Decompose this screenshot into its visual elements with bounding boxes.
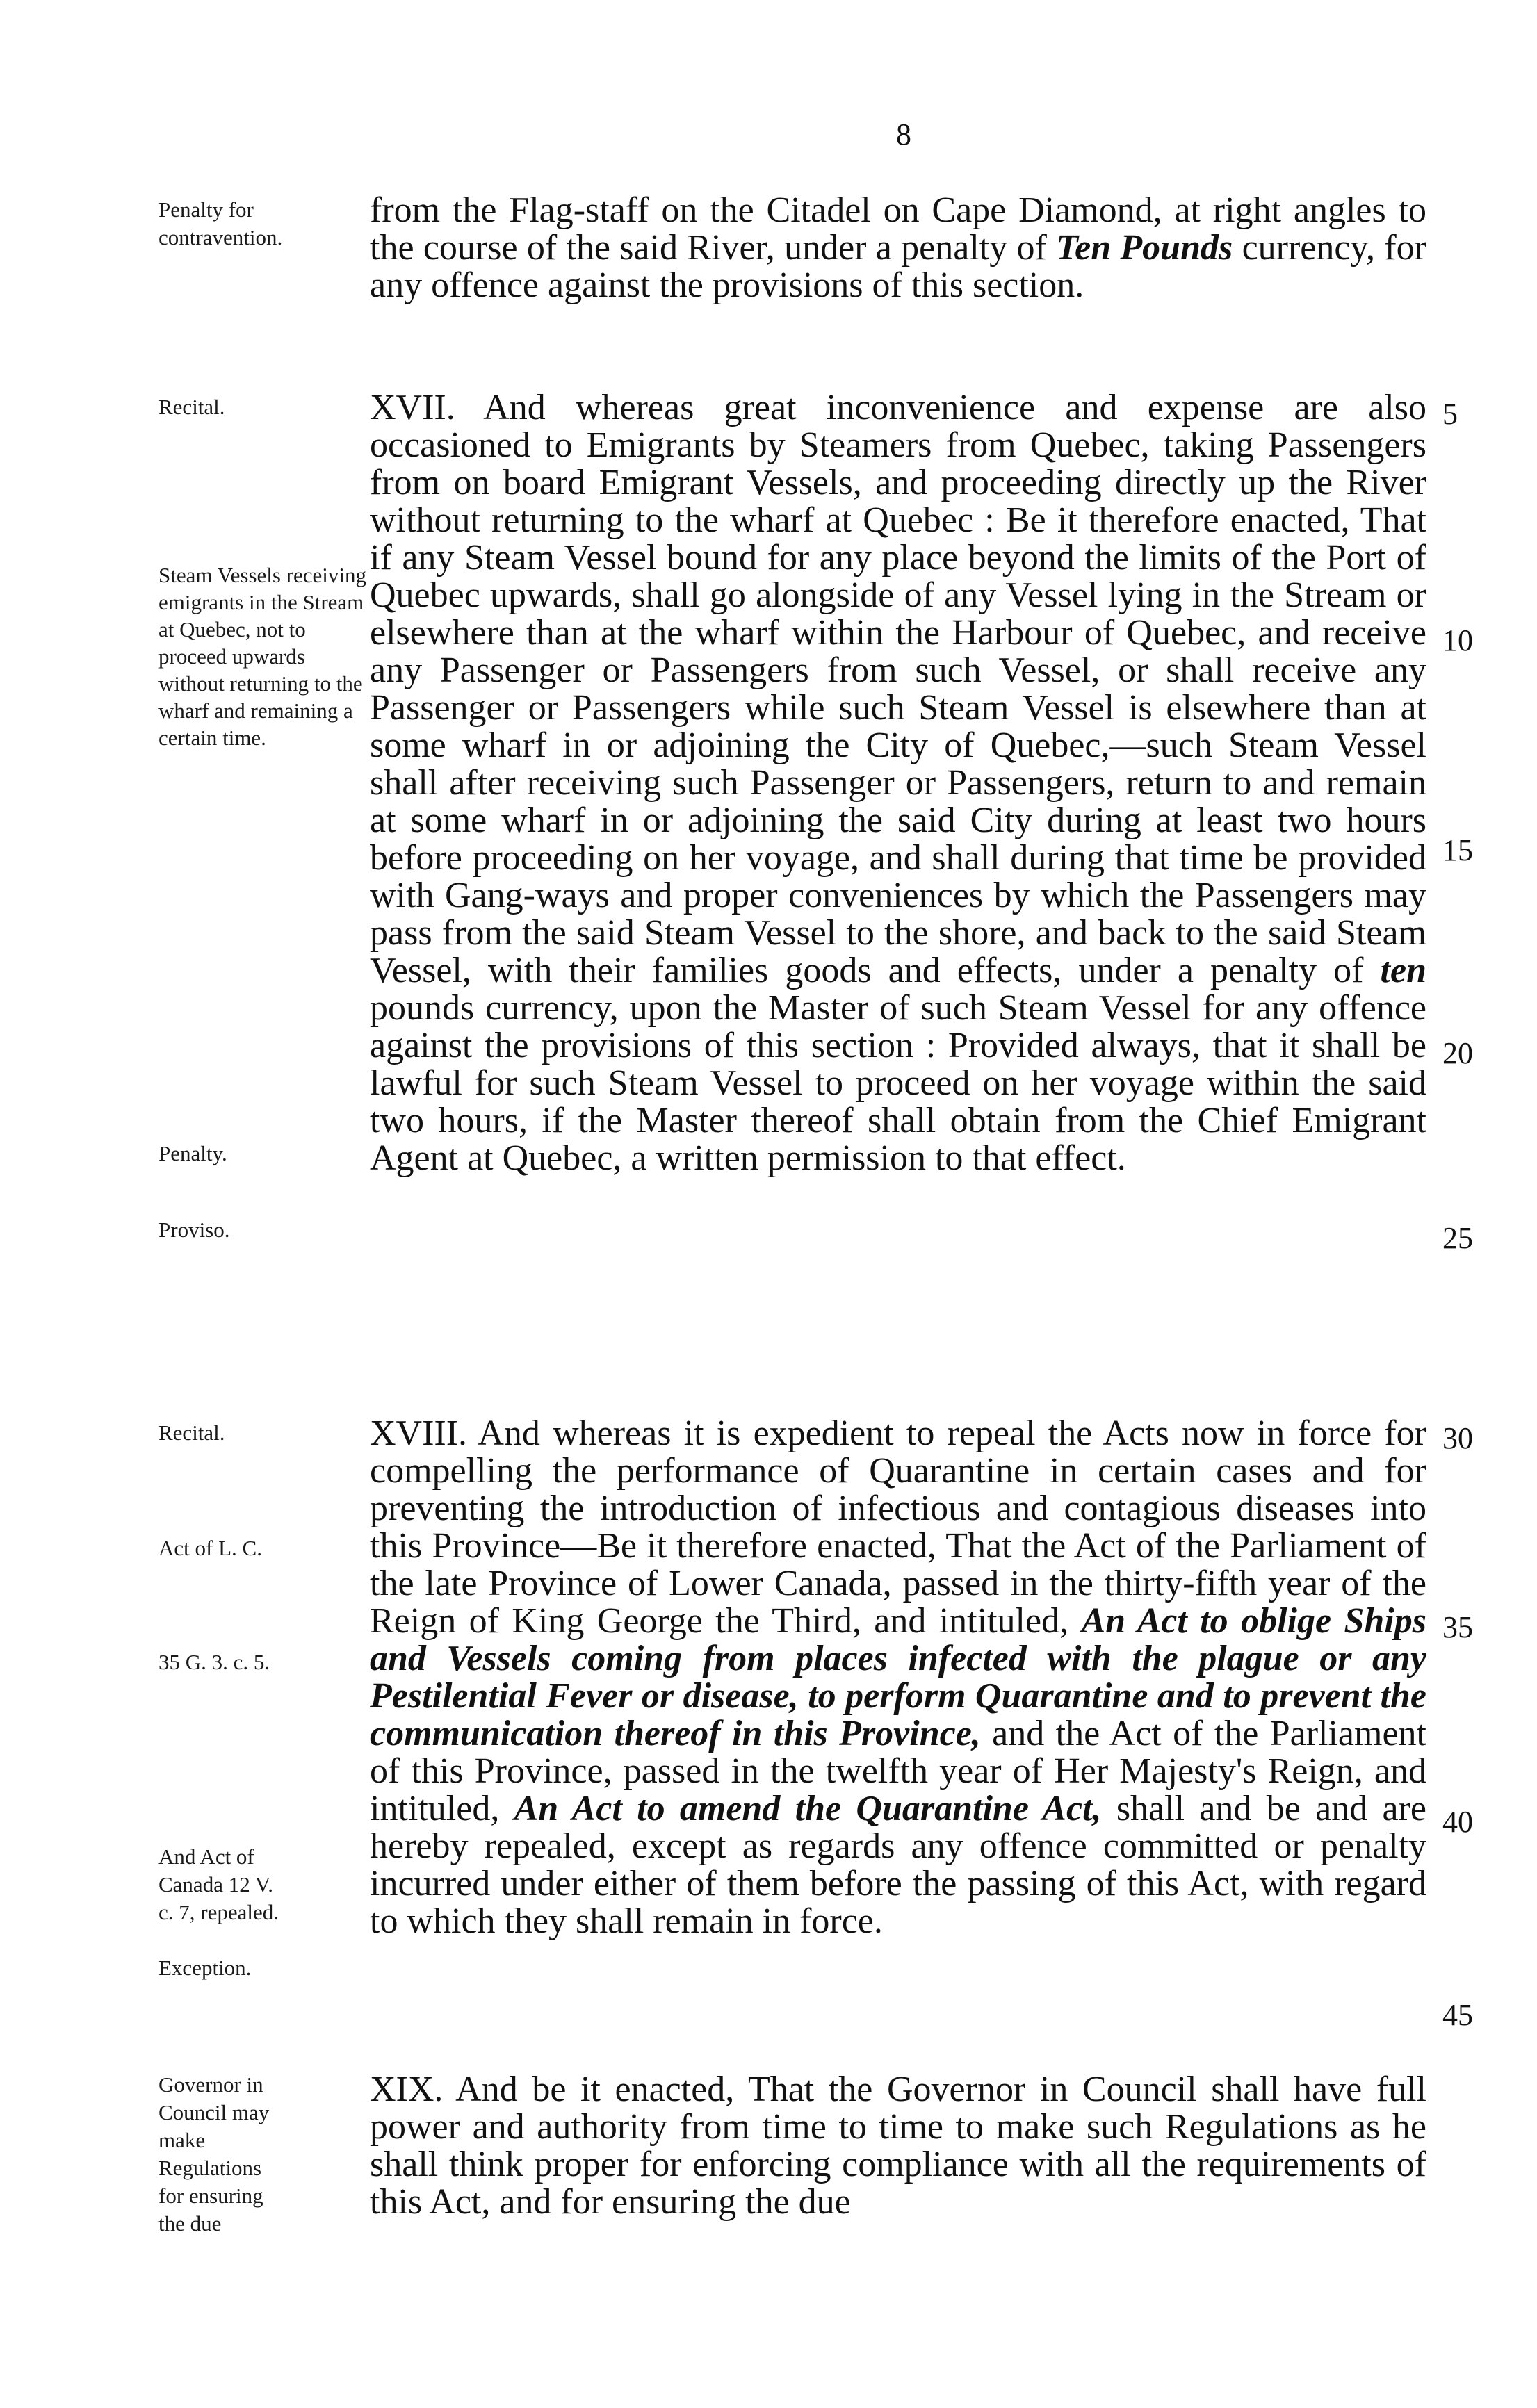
line-number: 40 <box>1442 1805 1473 1839</box>
line-number: 20 <box>1442 1036 1473 1070</box>
section-number: XIX. <box>370 2070 444 2109</box>
section-xvii: XVII. And whereas great inconvenience and expense are also occasioned to Emigrants by Steamers from Quebec, taking Passengers from on board Emigrant Vessels, and proceeding directly up the River without returning to the wharf at Quebec : Be it therefore enacted, That if any Steam Vessel bound for any place beyond the limits of the Port of Quebec upwards, shall go alongside of any Vessel lying in the Stream or elsewhere than at the wharf within the Harbour of Quebec, and receive any Passenger or Passengers from such Vessel, or shall receive any Passenger or Passengers while such Steam Vessel is elsewhere than at some wharf in or adjoining the City of Quebec,—such Steam Vessel shall after receiving such Passenger or Passengers, return to and remain at some wharf in or adjoining the said City during at least two hours before proceeding on her voyage, and shall during that time be provided with Gang-ways and proper conveniences by which the Passengers may pass from the said Steam Vessel to the shore, and back to the said Steam Vessel, with their families goods and effects, under a penalty of ten pounds currency, upon the Master of such Steam Vessel for any offence against the provisions of this section : Provided always, that it shall be lawful for such Steam Vessel to proceed on her voyage within the said two hours, if the Master thereof shall obtain from the Chief Emigrant Agent at Quebec, a written permission to that effect. <box>370 388 1426 1178</box>
margin-note-35-g3: 35 G. 3. c. 5. <box>158 1650 270 1674</box>
page-number: 8 <box>896 117 911 151</box>
section-number: XVII. <box>370 388 455 427</box>
margin-note-act-lc: Act of L. C. <box>158 1536 262 1560</box>
section-number: XVIII. <box>370 1414 468 1453</box>
margin-note-steam-vessels: Steam Vessels receiving emigrants in the Stream at Quebec, not to proceed upwards without returning to the wharf and remaining a certain time. <box>158 563 367 750</box>
line-number: 5 <box>1442 397 1458 431</box>
margin-note-proviso: Proviso. <box>158 1218 230 1242</box>
line-number: 15 <box>1442 833 1473 867</box>
margin-note-exception: Exception. <box>158 1956 252 1980</box>
line-number: 45 <box>1442 1998 1473 2032</box>
margin-note-recital-xviii: Recital. <box>158 1420 225 1445</box>
margin-note-recital-xvii: Recital. <box>158 395 225 419</box>
margin-note-act-canada: And Act of Canada 12 V. c. 7, repealed. <box>158 1844 279 1924</box>
margin-note-penalty: Penalty. <box>158 1141 227 1165</box>
line-number: 10 <box>1442 623 1473 657</box>
section-continuation: from the Flag-staff on the Citadel on Cape Diamond, at right angles to the course of the said River, under a penalty of Ten Pounds currency, for any offence against the provisions of this section. <box>370 190 1426 305</box>
line-number: 35 <box>1442 1610 1473 1644</box>
line-number: 25 <box>1442 1221 1473 1255</box>
section-xviii: XVIII. And whereas it is expedient to repeal the Acts now in force for compelling the performance of Quarantine in certain cases and for preventing the introduction of infectious and contagious diseases into this Province—Be it therefore enacted, That the Act of the Parliament of the late Province of Lower Canada, passed in the thirty-fifth year of the Reign of King George the Third, and intituled, An Act to oblige Ships and Vessels coming from places infected with the plague or any Pestilential Fever or disease, to perform Quarantine and to prevent the communication thereof in this Province, and the Act of the Parliament of this Province, passed in the twelfth year of Her Majesty's Reign, and intituled, An Act to amend the Quarantine Act, shall and be and are hereby repealed, except as regards any offence committed or penalty incurred under either of them before the passing of this Act, with regard to which they shall remain in force. <box>370 1414 1426 1941</box>
margin-note-penalty-contravention: Penalty for contravention. <box>158 197 283 249</box>
section-xix: XIX. And be it enacted, That the Governor in Council shall have full power and authority from time to time to make such Regulations as he shall think proper for enforcing compliance with all the requirements of this Act, and for ensuring the due <box>370 2070 1426 2222</box>
margin-note-governor: Governor in Council may make Regulations for ensuring the due <box>158 2072 270 2236</box>
line-number: 30 <box>1442 1421 1473 1455</box>
